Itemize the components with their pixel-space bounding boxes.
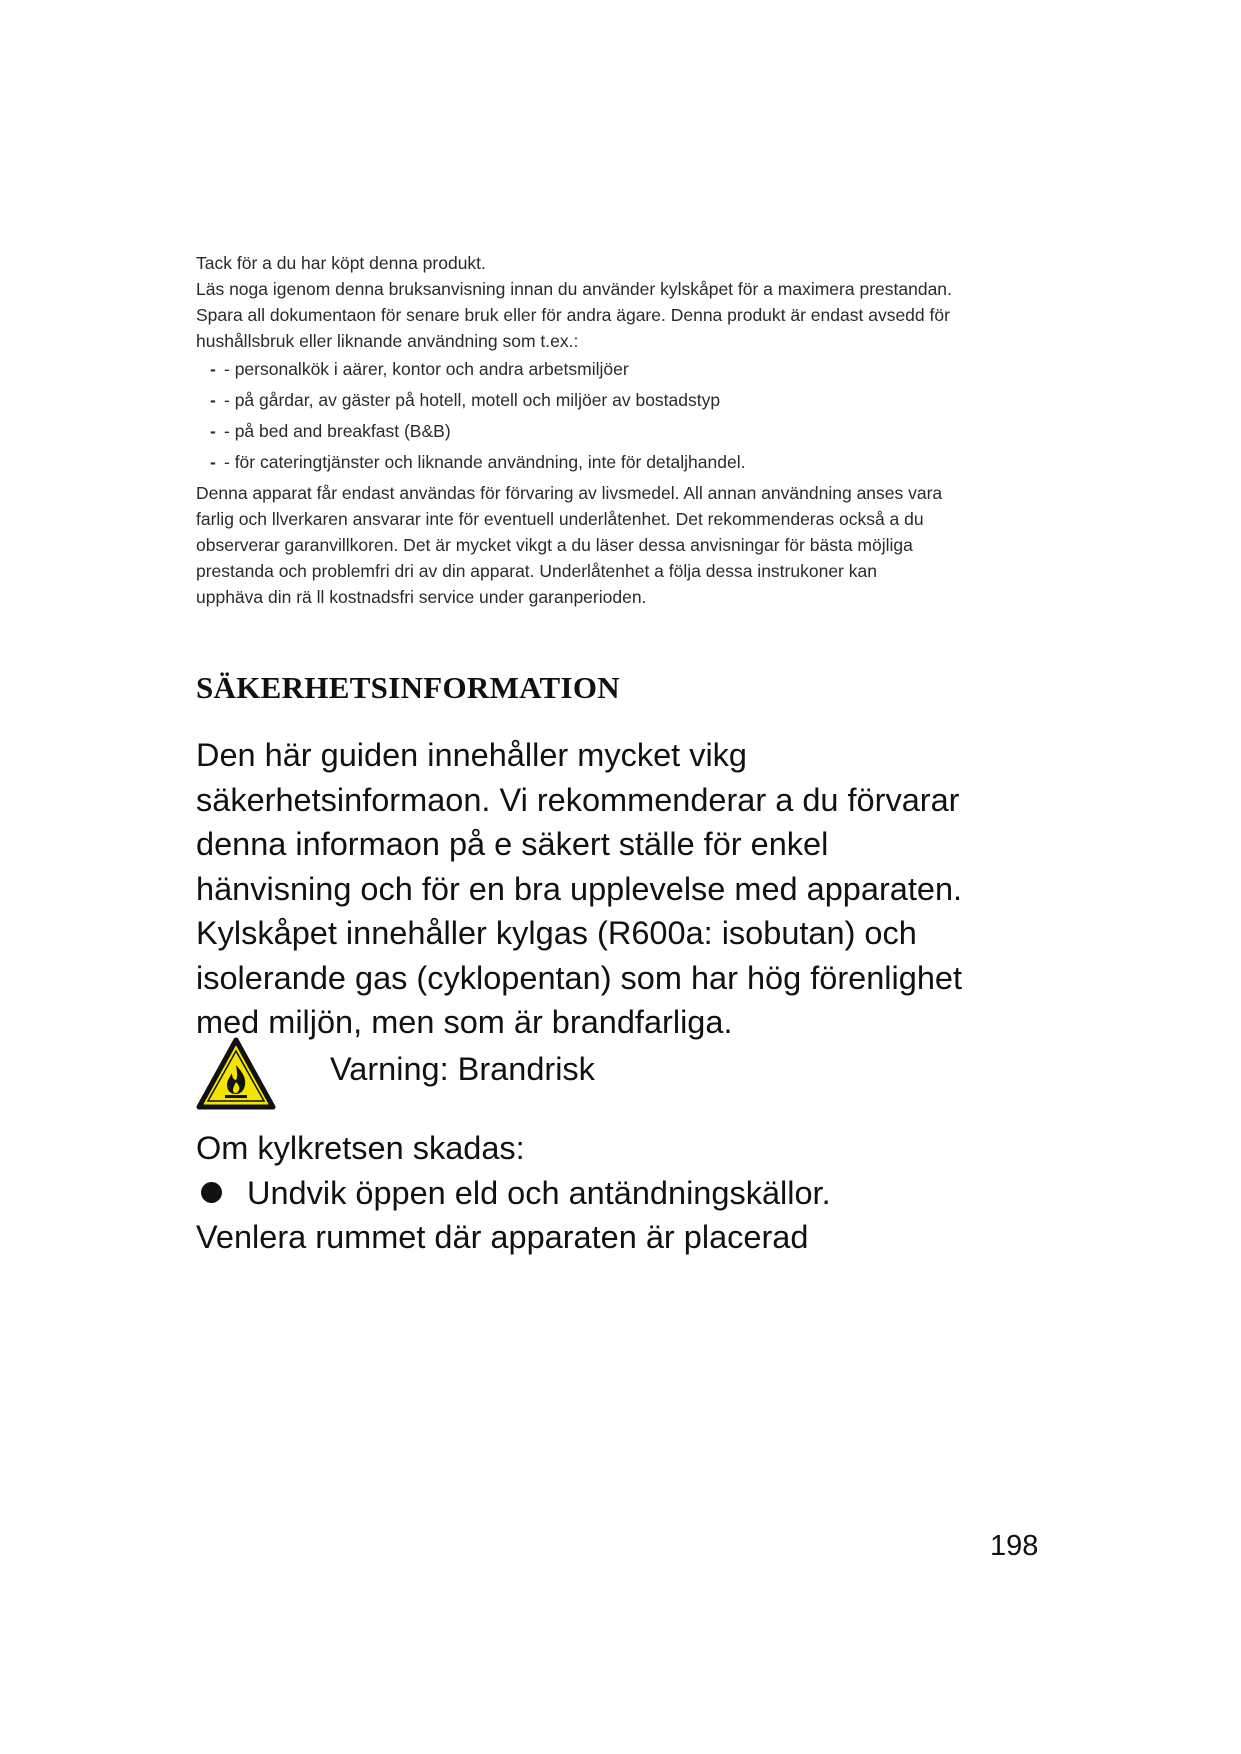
bullet-dot-icon [201, 1182, 222, 1203]
list-item [210, 354, 1056, 385]
warning-row [196, 1037, 896, 1117]
bullet-text: Undvik öppen eld och antändningskällor. [247, 1174, 831, 1211]
dash-bullet-icon: - [210, 390, 216, 410]
dash-bullet-icon: - [210, 421, 216, 441]
paragraph-line: Denna apparat får endast användas för förvaring av livsmedel. All annan användning anses vara [196, 483, 943, 503]
paragraph-line: prestanda och problemfri dri av din apparat. Underlåtenhet a följa dessa instrukoner kan [196, 561, 877, 581]
bullet-item [196, 1171, 1056, 1216]
safety-line: hänvisning och för en bra upplevelse med apparaten. [196, 870, 963, 907]
section-heading: SÄKERHETSINFORMATION [196, 670, 620, 705]
list-item-text: - för cateringtjänster och liknande användning, inte för detaljhandel. [224, 452, 746, 472]
page-number: 198 [990, 1530, 1039, 1562]
intro-line: Tack för a du har köpt denna produkt. [196, 253, 486, 273]
flammable-warning-icon [196, 1037, 276, 1111]
dash-bullet-icon: - [210, 452, 216, 472]
intro-line: Spara all dokumentaon för senare bruk eller för andra ägare. Denna produkt är endast avsedd för [196, 305, 950, 325]
paragraph-line: upphäva din rä ll kostnadsfri service under garanperioden. [196, 587, 647, 607]
paragraph-line: observerar garanvillkoren. Det är mycket vikgt a du läser dessa anvisningar för bästa möjliga [196, 535, 913, 555]
safety-line: isolerande gas (cyklopentan) som har hög förenlighet [196, 959, 963, 996]
list-item-text: - på bed and breakfast (B&B) [224, 421, 451, 441]
circuit-section [196, 1126, 1056, 1260]
safety-paragraph [196, 733, 1056, 1045]
safety-line: med miljön, men som är brandfarliga. [196, 1004, 733, 1040]
intro-section [196, 250, 1056, 610]
paragraph-line: farlig och llverkaren ansvarar inte för eventuell underlåtenhet. Det rekommenderas också a du [196, 509, 924, 529]
ventilation-line: Venlera rummet där apparaten är placerad [196, 1219, 809, 1255]
list-item [210, 416, 1056, 447]
dash-bullet-icon: - [210, 359, 216, 379]
list-item [210, 385, 1056, 416]
safety-line: Kylskåpet innehåller kylgas (R600a: isobutan) och [196, 915, 917, 951]
intro-line: Läs noga igenom denna bruksanvisning innan du använder kylskåpet för a maximera prestandan. [196, 279, 952, 299]
list-item-text: - personalkök i aärer, kontor och andra arbetsmiljöer [224, 359, 629, 379]
intro-line: hushållsbruk eller liknande användning som t.ex.: [196, 331, 579, 351]
warning-text: Varning: Brandrisk [330, 1051, 595, 1087]
safety-line: Den här guiden innehåller mycket vikg [196, 737, 747, 773]
usage-paragraph [196, 480, 1056, 610]
usage-list [196, 354, 1056, 478]
safety-line: denna informaon på e säkert ställe för enkel [196, 826, 829, 862]
list-item [210, 447, 1056, 478]
safety-line: säkerhetsinformaon. Vi rekommenderar a du förvarar [196, 781, 960, 818]
list-item-text: - på gårdar, av gäster på hotell, motell och miljöer av bostadstyp [224, 390, 721, 410]
circuit-intro: Om kylkretsen skadas: [196, 1130, 525, 1166]
